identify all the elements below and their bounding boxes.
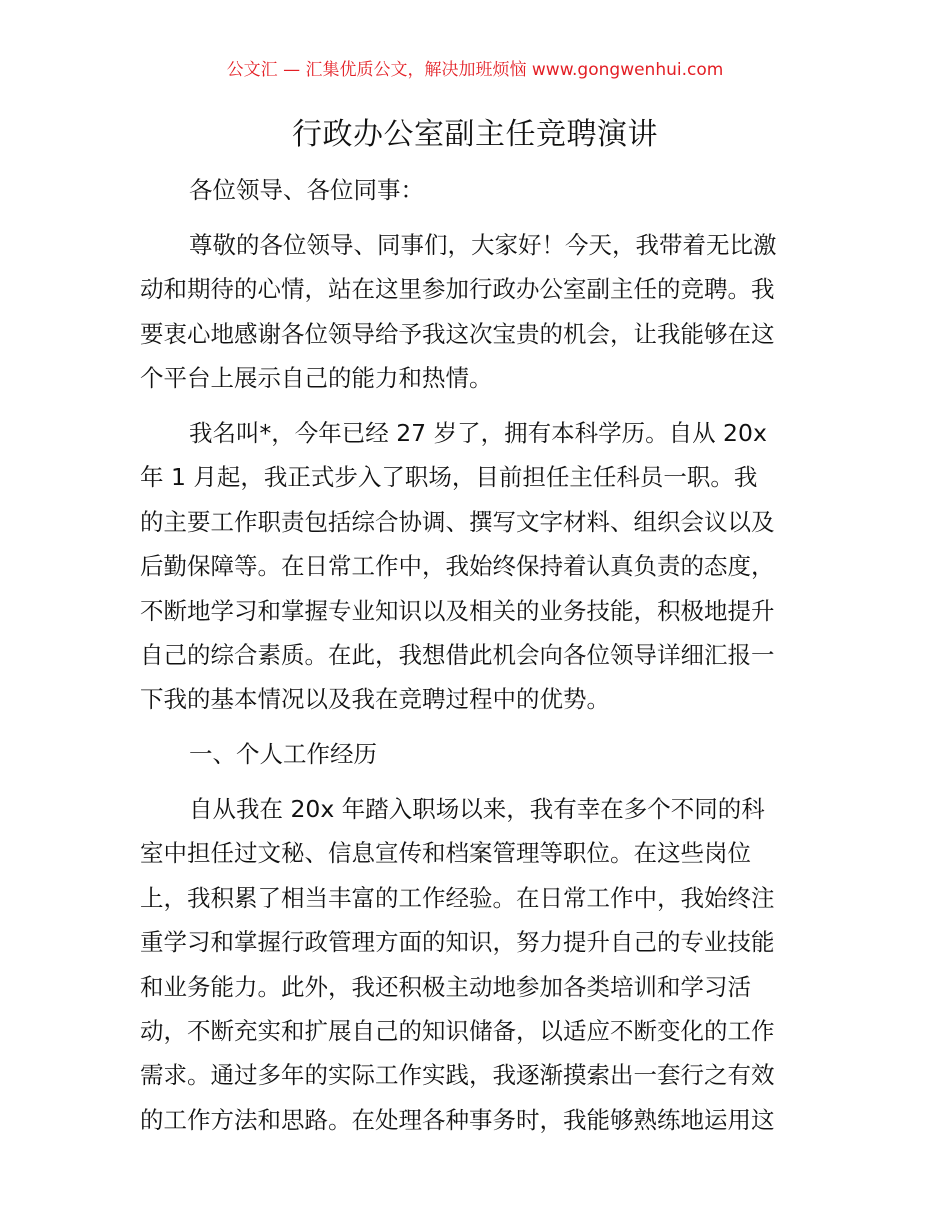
text-line: 一、个人工作经历 [189,740,377,769]
paragraph-greeting [140,223,812,401]
text-line: 自从我在 20x 年踏入职场以来，我有幸在多个不同的科 [189,795,765,824]
text-line: 年 1 月起，我正式步入了职场，目前担任主任科员一职。我 [140,463,758,492]
text-line: 动，不断充实和扩展自己的知识储备，以适应不断变化的工作 [140,1017,775,1046]
text-line: 上，我积累了相当丰富的工作经验。在日常工作中，我始终注 [140,883,775,912]
text-line: 和业务能力。此外，我还积极主动地参加各类培训和学习活 [140,972,751,1001]
text-line: 自己的综合素质。在此，我想借此机会向各位领导详细汇报一 [140,640,775,669]
text-line: 动和期待的心情，站在这里参加行政办公室副主任的竞聘。我 [140,275,775,304]
text-line: 需求。通过多年的实际工作实践，我逐渐摸索出一套行之有效 [140,1061,775,1090]
paragraph-work-experience [140,787,812,1142]
text-line: 的工作方法和思路。在处理各种事务时，我能够熟练地运用这 [140,1105,775,1134]
text-line: 重学习和掌握行政管理方面的知识，努力提升自己的专业技能 [140,928,775,957]
salutation [140,168,812,212]
text-line: 我名叫*，今年已经 27 岁了，拥有本科学历。自从 20x [189,418,767,447]
text-line: 尊敬的各位领导、同事们，大家好！今天，我带着无比激 [189,230,777,259]
text-line: 个平台上展示自己的能力和热情。 [140,364,493,393]
text-line: 不断地学习和掌握专业知识以及相关的业务技能，积极地提升 [140,596,775,625]
text-line: 下我的基本情况以及我在竞聘过程中的优势。 [140,685,610,714]
text-line: 要衷心地感谢各位领导给予我这次宝贵的机会，让我能够在这 [140,319,775,348]
site-banner: 公文汇 — 汇集优质公文，解决加班烦恼 www.gongwenhui.com [226,60,724,80]
document-body [140,168,812,1153]
section-heading [140,732,812,776]
text-line: 室中担任过文秘、信息宣传和档案管理等职位。在这些岗位 [140,839,751,868]
text-line: 各位领导、各位同事： [189,176,424,204]
document-title: 行政办公室副主任竞聘演讲 [292,117,658,152]
text-line: 后勤保障等。在日常工作中，我始终保持着认真负责的态度， [140,552,775,581]
paragraph-introduction [140,411,812,722]
text-line: 的主要工作职责包括综合协调、撰写文字材料、组织会议以及 [140,507,775,536]
